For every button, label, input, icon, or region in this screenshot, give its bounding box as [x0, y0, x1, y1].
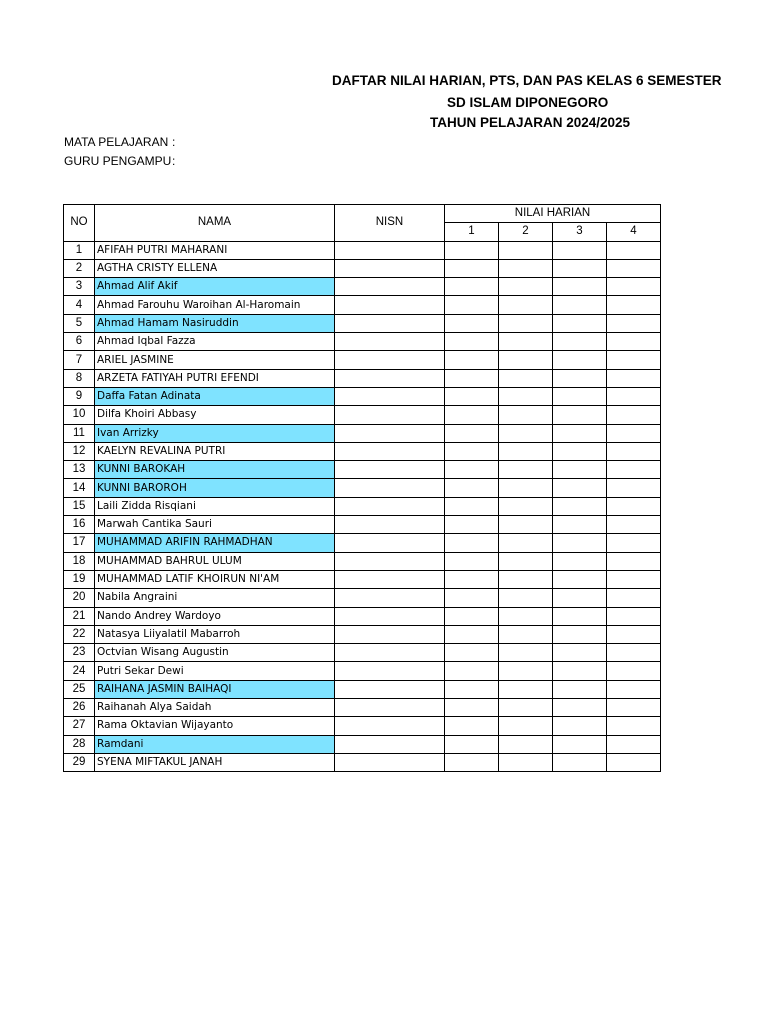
score-cell-1[interactable]	[445, 570, 499, 588]
score-cell-3[interactable]	[553, 387, 607, 405]
score-cell-1[interactable]	[445, 662, 499, 680]
student-name: Ivan Arrizky	[95, 424, 335, 442]
score-cell-2[interactable]	[499, 534, 553, 552]
student-name: KUNNI BAROKAH	[95, 461, 335, 479]
score-cell-4[interactable]	[607, 406, 661, 424]
table-row	[64, 479, 661, 497]
student-name: Raihanah Alya Saidah	[95, 699, 335, 717]
student-name: Daffa Fatan Adinata	[95, 387, 335, 405]
score-cell-4[interactable]	[607, 278, 661, 296]
nisn-cell[interactable]	[335, 497, 445, 515]
table-row	[64, 753, 661, 771]
score-cell-3[interactable]	[553, 552, 607, 570]
score-cell-1[interactable]	[445, 607, 499, 625]
student-name: KAELYN REVALINA PUTRI	[95, 442, 335, 460]
student-name: Natasya Liiyalatil Mabarroh	[95, 625, 335, 643]
table-row	[64, 625, 661, 643]
table-row	[64, 333, 661, 351]
score-cell-2[interactable]	[499, 278, 553, 296]
score-cell-3[interactable]	[553, 479, 607, 497]
row-number: 15	[64, 497, 95, 515]
score-cell-1[interactable]	[445, 479, 499, 497]
score-cell-4[interactable]	[607, 753, 661, 771]
score-cell-2[interactable]	[499, 387, 553, 405]
score-cell-4[interactable]	[607, 497, 661, 515]
score-cell-4[interactable]	[607, 516, 661, 534]
score-cell-4[interactable]	[607, 534, 661, 552]
grade-table	[63, 204, 661, 772]
nisn-cell[interactable]	[335, 534, 445, 552]
table-row	[64, 296, 661, 314]
student-name: MUHAMMAD ARIFIN RAHMADHAN	[95, 534, 335, 552]
score-cell-4[interactable]	[607, 296, 661, 314]
score-cell-3[interactable]	[553, 644, 607, 662]
student-name: AFIFAH PUTRI MAHARANI	[95, 241, 335, 259]
score-cell-2[interactable]	[499, 479, 553, 497]
score-cell-4[interactable]	[607, 387, 661, 405]
score-cell-3[interactable]	[553, 497, 607, 515]
score-cell-3[interactable]	[553, 717, 607, 735]
student-name: MUHAMMAD LATIF KHOIRUN NI'AM	[95, 570, 335, 588]
table-row	[64, 278, 661, 296]
school-name: SD ISLAM DIPONEGORO	[447, 95, 609, 110]
student-name: KUNNI BAROROH	[95, 479, 335, 497]
score-cell-4[interactable]	[607, 625, 661, 643]
row-number: 23	[64, 644, 95, 662]
score-cell-3[interactable]	[553, 625, 607, 643]
nisn-cell[interactable]	[335, 479, 445, 497]
score-cell-2[interactable]	[499, 314, 553, 332]
nisn-cell[interactable]	[335, 589, 445, 607]
table-row	[64, 497, 661, 515]
table-row	[64, 570, 661, 588]
row-number: 2	[64, 259, 95, 277]
score-cell-1[interactable]	[445, 424, 499, 442]
nisn-cell[interactable]	[335, 461, 445, 479]
student-name: Ahmad Iqbal Fazza	[95, 333, 335, 351]
score-cell-4[interactable]	[607, 552, 661, 570]
table-row	[64, 680, 661, 698]
nisn-cell[interactable]	[335, 662, 445, 680]
academic-year: TAHUN PELAJARAN 2024/2025	[430, 115, 631, 130]
score-cell-2[interactable]	[499, 296, 553, 314]
score-cell-2[interactable]	[499, 607, 553, 625]
student-name: Ahmad Farouhu Waroihan Al-Haromain	[95, 296, 335, 314]
score-cell-1[interactable]	[445, 259, 499, 277]
nisn-cell[interactable]	[335, 644, 445, 662]
score-cell-4[interactable]	[607, 479, 661, 497]
row-number: 11	[64, 424, 95, 442]
student-name: SYENA MIFTAKUL JANAH	[95, 753, 335, 771]
table-row	[64, 461, 661, 479]
score-cell-2[interactable]	[499, 516, 553, 534]
header-no: NO	[64, 205, 95, 242]
score-cell-2[interactable]	[499, 351, 553, 369]
score-cell-1[interactable]	[445, 699, 499, 717]
nisn-cell[interactable]	[335, 296, 445, 314]
table-body	[64, 241, 661, 772]
header-nama: NAMA	[95, 205, 335, 242]
nisn-cell[interactable]	[335, 442, 445, 460]
table-row	[64, 351, 661, 369]
score-cell-4[interactable]	[607, 699, 661, 717]
row-number: 12	[64, 442, 95, 460]
student-name: RAIHANA JASMIN BAIHAQI	[95, 680, 335, 698]
table-row	[64, 717, 661, 735]
score-cell-4[interactable]	[607, 351, 661, 369]
row-number: 29	[64, 753, 95, 771]
document-title: DAFTAR NILAI HARIAN, PTS, DAN PAS KELAS 6 SEMESTER	[332, 73, 722, 88]
table-row	[64, 314, 661, 332]
score-cell-3[interactable]	[553, 516, 607, 534]
score-cell-1[interactable]	[445, 497, 499, 515]
score-cell-2[interactable]	[499, 570, 553, 588]
student-name: Nabila Angraini	[95, 589, 335, 607]
teacher-field	[64, 154, 176, 168]
score-cell-2[interactable]	[499, 497, 553, 515]
nisn-cell[interactable]	[335, 735, 445, 753]
score-cell-3[interactable]	[553, 424, 607, 442]
score-cell-2[interactable]	[499, 333, 553, 351]
student-name: AGTHA CRISTY ELLENA	[95, 259, 335, 277]
row-number: 22	[64, 625, 95, 643]
score-cell-2[interactable]	[499, 461, 553, 479]
score-cell-4[interactable]	[607, 333, 661, 351]
row-number: 16	[64, 516, 95, 534]
score-cell-2[interactable]	[499, 735, 553, 753]
table-row	[64, 369, 661, 387]
nisn-cell[interactable]	[335, 753, 445, 771]
teacher-separator: :	[172, 154, 176, 168]
row-number: 28	[64, 735, 95, 753]
row-number: 6	[64, 333, 95, 351]
nisn-cell[interactable]	[335, 333, 445, 351]
score-cell-2[interactable]	[499, 259, 553, 277]
score-cell-1[interactable]	[445, 534, 499, 552]
row-number: 1	[64, 241, 95, 259]
student-name: ARZETA FATIYAH PUTRI EFENDI	[95, 369, 335, 387]
score-cell-2[interactable]	[499, 699, 553, 717]
score-cell-4[interactable]	[607, 644, 661, 662]
header-nilai-1: 1	[445, 223, 499, 241]
score-cell-3[interactable]	[553, 680, 607, 698]
score-cell-4[interactable]	[607, 259, 661, 277]
nisn-cell[interactable]	[335, 699, 445, 717]
score-cell-4[interactable]	[607, 589, 661, 607]
score-cell-3[interactable]	[553, 699, 607, 717]
score-cell-2[interactable]	[499, 644, 553, 662]
row-number: 9	[64, 387, 95, 405]
student-name: Marwah Cantika Sauri	[95, 516, 335, 534]
table-row	[64, 735, 661, 753]
row-number: 25	[64, 680, 95, 698]
header-nisn: NISN	[335, 205, 445, 242]
student-name: Laili Zidda Risqiani	[95, 497, 335, 515]
row-number: 27	[64, 717, 95, 735]
score-cell-2[interactable]	[499, 717, 553, 735]
header-nilai-3: 3	[553, 223, 607, 241]
row-number: 18	[64, 552, 95, 570]
score-cell-2[interactable]	[499, 589, 553, 607]
score-cell-3[interactable]	[553, 333, 607, 351]
nisn-cell[interactable]	[335, 680, 445, 698]
score-cell-1[interactable]	[445, 296, 499, 314]
student-name: Nando Andrey Wardoyo	[95, 607, 335, 625]
header-nilai-harian: NILAI HARIAN	[445, 205, 661, 223]
student-name: Ahmad Alif Akif	[95, 278, 335, 296]
score-cell-2[interactable]	[499, 406, 553, 424]
row-number: 13	[64, 461, 95, 479]
table-row	[64, 644, 661, 662]
table-row	[64, 534, 661, 552]
score-cell-1[interactable]	[445, 442, 499, 460]
row-number: 19	[64, 570, 95, 588]
score-cell-3[interactable]	[553, 241, 607, 259]
table-row	[64, 424, 661, 442]
row-number: 3	[64, 278, 95, 296]
row-number: 20	[64, 589, 95, 607]
score-cell-1[interactable]	[445, 552, 499, 570]
row-number: 26	[64, 699, 95, 717]
row-number: 21	[64, 607, 95, 625]
nisn-cell[interactable]	[335, 314, 445, 332]
row-number: 7	[64, 351, 95, 369]
score-cell-4[interactable]	[607, 717, 661, 735]
nisn-cell[interactable]	[335, 607, 445, 625]
score-cell-1[interactable]	[445, 680, 499, 698]
table-row	[64, 662, 661, 680]
score-cell-1[interactable]	[445, 461, 499, 479]
table-row	[64, 699, 661, 717]
row-number: 8	[64, 369, 95, 387]
score-cell-3[interactable]	[553, 259, 607, 277]
score-cell-1[interactable]	[445, 625, 499, 643]
row-number: 5	[64, 314, 95, 332]
score-cell-3[interactable]	[553, 406, 607, 424]
score-cell-4[interactable]	[607, 241, 661, 259]
row-number: 4	[64, 296, 95, 314]
row-number: 14	[64, 479, 95, 497]
nisn-cell[interactable]	[335, 387, 445, 405]
nisn-cell[interactable]	[335, 424, 445, 442]
score-cell-4[interactable]	[607, 314, 661, 332]
subject-label: MATA PELAJARAN	[64, 135, 169, 149]
score-cell-4[interactable]	[607, 680, 661, 698]
score-cell-1[interactable]	[445, 351, 499, 369]
table-row	[64, 589, 661, 607]
table-row	[64, 406, 661, 424]
nisn-cell[interactable]	[335, 516, 445, 534]
subject-separator: :	[172, 135, 176, 149]
score-cell-1[interactable]	[445, 241, 499, 259]
nisn-cell[interactable]	[335, 406, 445, 424]
score-cell-4[interactable]	[607, 570, 661, 588]
table-row	[64, 387, 661, 405]
row-number: 24	[64, 662, 95, 680]
score-cell-4[interactable]	[607, 662, 661, 680]
nisn-cell[interactable]	[335, 625, 445, 643]
score-cell-1[interactable]	[445, 314, 499, 332]
nisn-cell[interactable]	[335, 570, 445, 588]
student-name: Ahmad Hamam Nasiruddin	[95, 314, 335, 332]
score-cell-4[interactable]	[607, 424, 661, 442]
header-nilai-2: 2	[499, 223, 553, 241]
score-cell-1[interactable]	[445, 735, 499, 753]
document-title-block	[0, 0, 722, 140]
student-name: Octvian Wisang Augustin	[95, 644, 335, 662]
score-cell-3[interactable]	[553, 534, 607, 552]
score-cell-3[interactable]	[553, 351, 607, 369]
header-nilai-4: 4	[607, 223, 661, 241]
table-row	[64, 516, 661, 534]
teacher-label: GURU PENGAMPU	[64, 154, 172, 168]
score-cell-3[interactable]	[553, 442, 607, 460]
score-cell-1[interactable]	[445, 278, 499, 296]
score-cell-2[interactable]	[499, 241, 553, 259]
score-cell-4[interactable]	[607, 607, 661, 625]
row-number: 10	[64, 406, 95, 424]
student-name: Putri Sekar Dewi	[95, 662, 335, 680]
row-number: 17	[64, 534, 95, 552]
score-cell-1[interactable]	[445, 369, 499, 387]
score-cell-2[interactable]	[499, 625, 553, 643]
table-row	[64, 552, 661, 570]
nisn-cell[interactable]	[335, 369, 445, 387]
student-name: MUHAMMAD BAHRUL ULUM	[95, 552, 335, 570]
table-row	[64, 607, 661, 625]
score-cell-2[interactable]	[499, 552, 553, 570]
score-cell-3[interactable]	[553, 753, 607, 771]
nisn-cell[interactable]	[335, 351, 445, 369]
score-cell-1[interactable]	[445, 406, 499, 424]
nisn-cell[interactable]	[335, 241, 445, 259]
score-cell-3[interactable]	[553, 461, 607, 479]
score-cell-2[interactable]	[499, 662, 553, 680]
score-cell-3[interactable]	[553, 296, 607, 314]
score-cell-2[interactable]	[499, 753, 553, 771]
score-cell-4[interactable]	[607, 735, 661, 753]
table-header-row	[64, 205, 661, 223]
score-cell-3[interactable]	[553, 314, 607, 332]
score-cell-2[interactable]	[499, 680, 553, 698]
score-cell-1[interactable]	[445, 753, 499, 771]
nisn-cell[interactable]	[335, 278, 445, 296]
score-cell-1[interactable]	[445, 516, 499, 534]
table-row	[64, 241, 661, 259]
table-row	[64, 259, 661, 277]
score-cell-3[interactable]	[553, 735, 607, 753]
score-cell-3[interactable]	[553, 589, 607, 607]
score-cell-3[interactable]	[553, 662, 607, 680]
score-cell-2[interactable]	[499, 369, 553, 387]
score-cell-3[interactable]	[553, 570, 607, 588]
student-name: Ramdani	[95, 735, 335, 753]
student-name: Rama Oktavian Wijayanto	[95, 717, 335, 735]
score-cell-4[interactable]	[607, 369, 661, 387]
score-cell-1[interactable]	[445, 589, 499, 607]
subject-field	[64, 135, 176, 149]
nisn-cell[interactable]	[335, 552, 445, 570]
student-name: Dilfa Khoiri Abbasy	[95, 406, 335, 424]
score-cell-2[interactable]	[499, 424, 553, 442]
score-cell-1[interactable]	[445, 717, 499, 735]
score-cell-1[interactable]	[445, 644, 499, 662]
score-cell-3[interactable]	[553, 369, 607, 387]
score-cell-4[interactable]	[607, 442, 661, 460]
nisn-cell[interactable]	[335, 717, 445, 735]
score-cell-3[interactable]	[553, 607, 607, 625]
nisn-cell[interactable]	[335, 259, 445, 277]
score-cell-2[interactable]	[499, 442, 553, 460]
score-cell-3[interactable]	[553, 278, 607, 296]
score-cell-1[interactable]	[445, 333, 499, 351]
student-name: ARIEL JASMINE	[95, 351, 335, 369]
table-row	[64, 442, 661, 460]
score-cell-4[interactable]	[607, 461, 661, 479]
score-cell-1[interactable]	[445, 387, 499, 405]
